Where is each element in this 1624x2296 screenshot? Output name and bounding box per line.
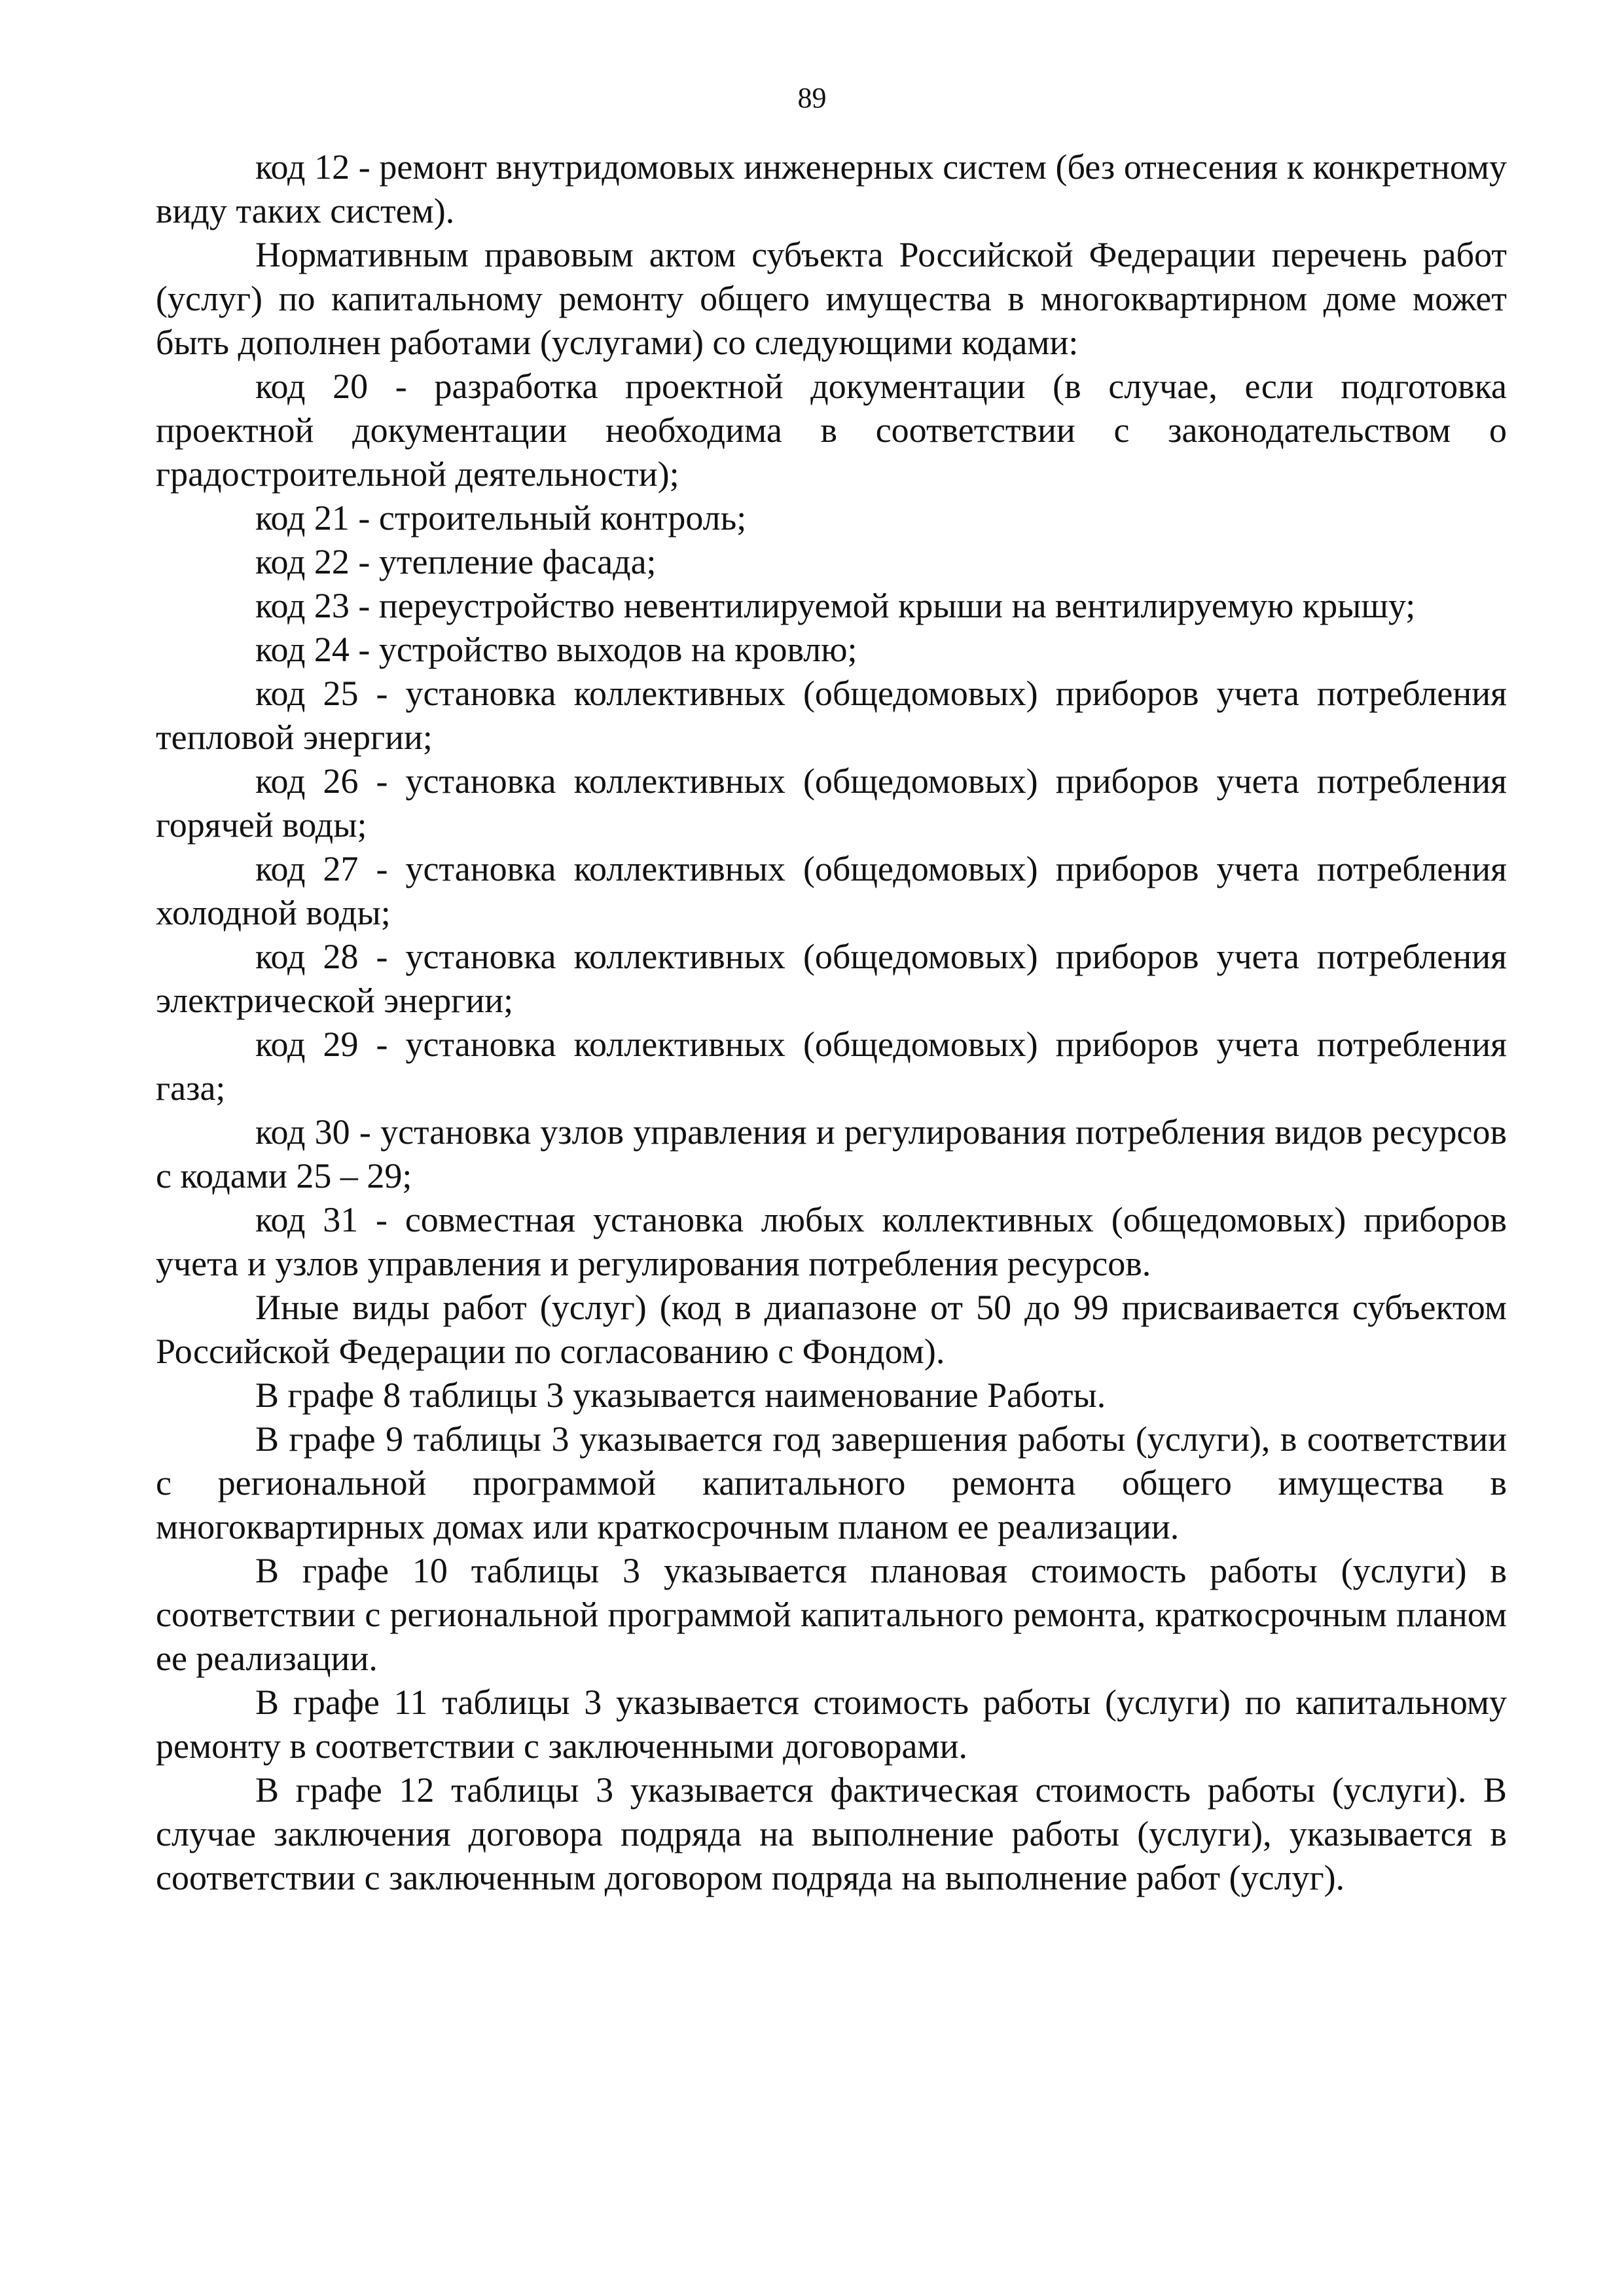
paragraph-code-27: код 27 - установка коллективных (общедомовых) приборов учета потребления холодной воды; <box>156 849 1507 932</box>
paragraph-column-11: В графе 11 таблицы 3 указывается стоимость работы (услуги) по капитальному ремонту в соответствии с заключенными договорами. <box>156 1683 1507 1766</box>
paragraph-column-8: В графе 8 таблицы 3 указывается наименование Работы. <box>255 1376 1106 1415</box>
paragraph-code-28: код 28 - установка коллективных (общедомовых) приборов учета потребления электрической энергии; <box>156 937 1507 1020</box>
paragraph-code-30: код 30 - установка узлов управления и регулирования потребления видов ресурсов с кодами 25 – 29; <box>156 1112 1507 1195</box>
paragraph-code-21: код 21 - строительный контроль; <box>255 498 747 538</box>
paragraph-code-12: код 12 - ремонт внутридомовых инженерных систем (без отнесения к конкретному виду таких систем). <box>156 147 1507 230</box>
paragraph-code-24: код 24 - устройство выходов на кровлю; <box>255 630 857 669</box>
paragraph-code-22: код 22 - утепление фасада; <box>255 542 657 581</box>
paragraph-column-9: В графе 9 таблицы 3 указывается год завершения работы (услуги), в соответствии с региональной программой капитального ремонта общего имущества в многоквартирных домах или краткосрочным планом ее реализации. <box>156 1419 1507 1546</box>
paragraph-code-25: код 25 - установка коллективных (общедомовых) приборов учета потребления тепловой энергии; <box>156 674 1507 757</box>
paragraph-regional-extension: Нормативным правовым актом субъекта Российской Федерации перечень работ (услуг) по капитальному ремонту общего имущества в многоквартирном доме может быть дополнен работами (услугами) со следующими кодами: <box>156 235 1507 362</box>
page-number: 89 <box>797 82 827 114</box>
paragraph-code-20: код 20 - разработка проектной документации (в случае, если подготовка проектной документации необходима в соответствии с законодательством о градостроительной деятельности); <box>156 367 1507 494</box>
paragraph-code-31: код 31 - совместная установка любых коллективных (общедомовых) приборов учета и узлов управления и регулирования потребления ресурсов. <box>156 1200 1507 1283</box>
paragraph-column-12: В графе 12 таблицы 3 указывается фактическая стоимость работы (услуги). В случае заключения договора подряда на выполнение работы (услуги), указывается в соответствии с заключенным договором подряда на выполнение работ (услуг). <box>156 1770 1507 1897</box>
document-body <box>156 145 1507 1900</box>
paragraph-code-23: код 23 - переустройство невентилируемой крыши на вентилируемую крышу; <box>255 586 1416 625</box>
paragraph-column-10: В графе 10 таблицы 3 указывается плановая стоимость работы (услуги) в соответствии с региональной программой капитального ремонта, краткосрочным планом ее реализации. <box>156 1551 1507 1678</box>
paragraph-code-26: код 26 - установка коллективных (общедомовых) приборов учета потребления горячей воды; <box>156 761 1507 845</box>
paragraph-code-29: код 29 - установка коллективных (общедомовых) приборов учета потребления газа; <box>156 1025 1507 1108</box>
paragraph-other-works: Иные виды работ (услуг) (код в диапазоне от 50 до 99 присваивается субъектом Российской Федерации по согласованию с Фондом). <box>156 1288 1507 1371</box>
